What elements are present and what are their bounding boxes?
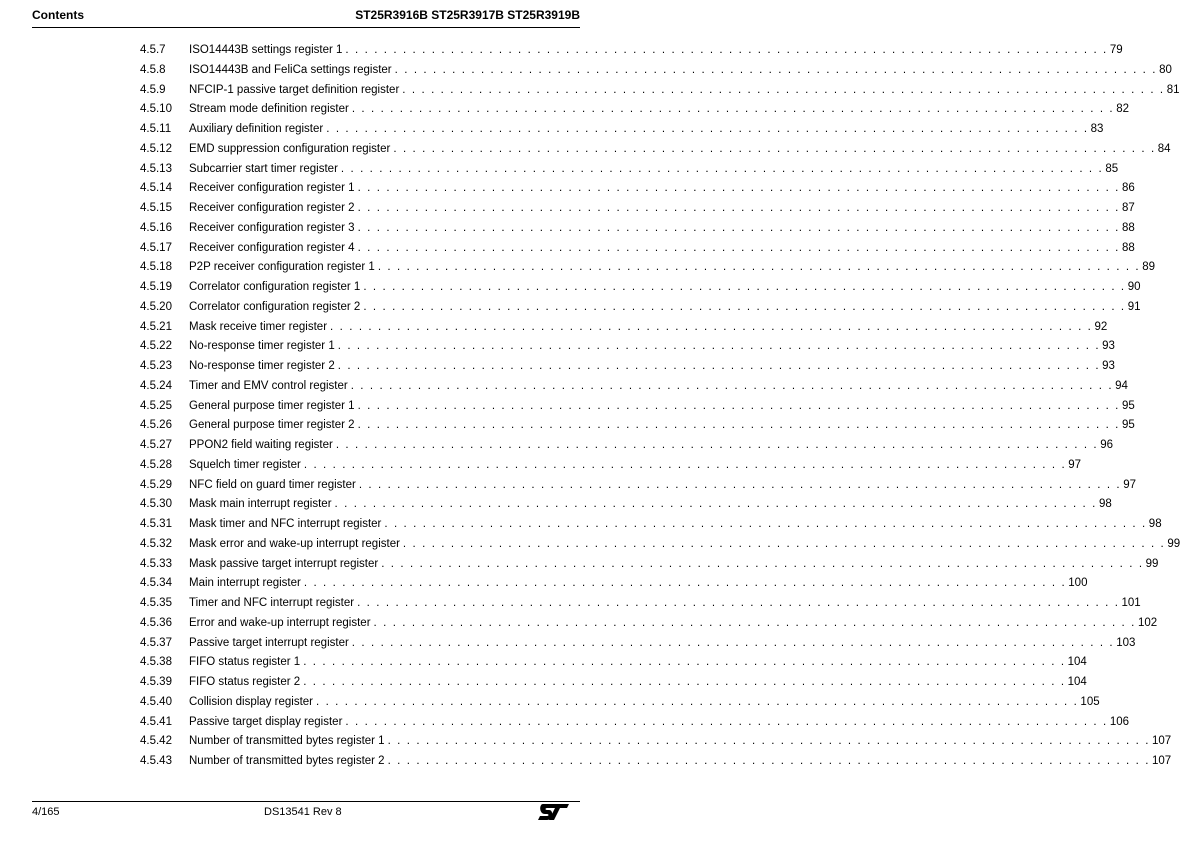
toc-entry-title[interactable]: PPON2 field waiting register (189, 439, 333, 451)
toc-entry-page[interactable]: 95 (1121, 399, 1135, 412)
toc-entry[interactable] (140, 556, 1159, 576)
toc-entry[interactable] (140, 299, 1141, 319)
toc-leader-dots: . . . . . . . . . . . . . . . . . . . . . . . . . . . . . . . . . . . . . . . . . . . . . . . . . . . . . . . . . . . . . . . . . . . . . . . . . . . . . . . . (351, 103, 1115, 116)
toc-entry-number: 4.5.15 (140, 202, 172, 214)
toc-entry-page[interactable]: 95 (1121, 419, 1135, 432)
toc-entry-title[interactable]: Subcarrier start timer register (189, 162, 338, 175)
toc-entry[interactable] (140, 398, 1135, 418)
toc-entry-body (189, 595, 1141, 611)
footer-divider (32, 801, 580, 802)
toc-entry-title[interactable]: Passive target display register (189, 715, 343, 728)
page-header (32, 8, 580, 24)
toc-entry-number: 4.5.40 (140, 695, 172, 708)
toc-entry[interactable] (140, 200, 1135, 220)
toc-entry[interactable] (140, 319, 1108, 339)
toc-entry-body (189, 477, 1137, 493)
toc-leader-dots: . . . . . . . . . . . . . . . . . . . . . . . . . . . . . . . . . . . . . . . . . . . . . . . . . . . . . . . . . . . . . . . . . . . . . . . . . . . . . . . . (303, 577, 1067, 590)
toc-entry-body (189, 279, 1141, 295)
toc-entry-number: 4.5.42 (140, 735, 172, 748)
toc-entry-number: 4.5.38 (140, 656, 172, 669)
toc-leader-dots: . . . . . . . . . . . . . . . . . . . . . . . . . . . . . . . . . . . . . . . . . . . . . . . . . . . . . . . . . . . . . . . . . . . . . . . . . . . . . . . . (340, 162, 1104, 175)
toc-entry-title[interactable]: Collision display register (189, 695, 313, 708)
toc-entry-number: 4.5.33 (140, 557, 172, 570)
toc-entry-page[interactable]: 103 (1116, 636, 1136, 649)
toc-leader-dots: . . . . . . . . . . . . . . . . . . . . . . . . . . . . . . . . . . . . . . . . . . . . . . . . . . . . . . . . . . . . . . . . . . . . . . . . . . . . . . . . (357, 419, 1120, 432)
toc-entry[interactable] (140, 279, 1141, 299)
toc-entry-title[interactable]: Main interrupt register (189, 577, 301, 590)
toc-entry-number: 4.5.17 (140, 241, 172, 254)
toc-entry-body (189, 259, 1156, 275)
toc-entry-page[interactable]: 102 (1137, 616, 1158, 629)
toc-entry-title[interactable]: No-response timer register 1 (189, 340, 335, 353)
toc-entry-title[interactable]: NFCIP-1 passive target definition register (189, 83, 400, 96)
toc-entry[interactable] (140, 674, 1087, 694)
toc-leader-dots: . . . . . . . . . . . . . . . . . . . . . . . . . . . . . . . . . . . . . . . . . . . . . . . . . . . . . . . . . . . . . . . . . . . . . . . . . . . . . . . . (393, 142, 1156, 155)
toc-entry-page[interactable]: 93 (1102, 360, 1115, 372)
toc-entry-title[interactable]: Correlator configuration register 1 (189, 281, 361, 293)
toc-entry-page[interactable]: 87 (1121, 202, 1135, 214)
toc-entry-page[interactable]: 105 (1080, 695, 1100, 708)
toc-leader-dots: . . . . . . . . . . . . . . . . . . . . . . . . . . . . . . . . . . . . . . . . . . . . . . . . . . . . . . . . . . . . . . . . . . . . . . . . . . . . . . . . (387, 755, 1151, 767)
toc-entry-page[interactable]: 107 (1152, 755, 1172, 767)
toc-entry-body (189, 536, 1180, 552)
toc-entry-number: 4.5.39 (140, 676, 172, 688)
toc-leader-dots: . . . . . . . . . . . . . . . . . . . . . . . . . . . . . . . . . . . . . . . . . . . . . . . . . . . . . . . . . . . . . . . . . . . . . . . . . . . . . . . . (357, 241, 1120, 254)
toc-entry-title[interactable]: Receiver configuration register 2 (189, 202, 355, 214)
toc-entry-page[interactable]: 106 (1109, 715, 1130, 728)
toc-entry-page[interactable]: 90 (1127, 281, 1141, 293)
toc-entry-body (189, 615, 1158, 631)
toc-entry-number: 4.5.21 (140, 320, 172, 333)
toc-entry-title[interactable]: Squelch timer register (189, 458, 301, 471)
toc-entry-title[interactable]: EMD suppression configuration register (189, 142, 391, 155)
toc-leader-dots: . . . . . . . . . . . . . . . . . . . . . . . . . . . . . . . . . . . . . . . . . . . . . . . . . . . . . . . . . . . . . . . . . . . . . . . . . . . . . . . . (377, 261, 1141, 274)
toc-entry-title[interactable]: Mask passive target interrupt register (189, 557, 379, 570)
toc-leader-dots: . . . . . . . . . . . . . . . . . . . . . . . . . . . . . . . . . . . . . . . . . . . . . . . . . . . . . . . . . . . . . . . . . . . . . . . . . . . . . . . . (373, 616, 1136, 629)
toc-entry-number: 4.5.36 (140, 616, 172, 629)
toc-entry-number: 4.5.27 (140, 439, 172, 451)
toc-entry-body (189, 654, 1087, 670)
header-divider (32, 27, 580, 28)
toc-entry[interactable] (140, 417, 1135, 437)
toc-entry[interactable] (140, 615, 1158, 635)
toc-entry[interactable] (140, 575, 1088, 595)
toc-entry[interactable] (140, 654, 1087, 674)
toc-entry-page[interactable]: 83 (1090, 123, 1104, 135)
toc-entry[interactable] (140, 694, 1100, 714)
toc-leader-dots: . . . . . . . . . . . . . . . . . . . . . . . . . . . . . . . . . . . . . . . . . . . . . . . . . . . . . . . . . . . . . . . . . . . . . . . . . . . . . . . . (345, 44, 1108, 56)
toc-entry-title[interactable]: NFC field on guard timer register (189, 478, 356, 491)
toc-entry-page[interactable]: 104 (1067, 656, 1087, 669)
toc-entry-title[interactable]: Correlator configuration register 2 (189, 300, 361, 313)
toc-entry-number: 4.5.13 (140, 162, 172, 175)
toc-entry-body (189, 82, 1180, 98)
toc-leader-dots: . . . . . . . . . . . . . . . . . . . . . . . . . . . . . . . . . . . . . . . . . . . . . . . . . . . . . . . . . . . . . . . . . . . . . . . . . . . . . . . . (357, 399, 1120, 412)
toc-entry-title[interactable]: Number of transmitted bytes register 1 (189, 735, 385, 748)
toc-entry-body (189, 556, 1159, 572)
toc-entry[interactable] (140, 714, 1130, 734)
toc-entry-body (189, 62, 1172, 78)
toc-entry-number: 4.5.37 (140, 636, 172, 649)
toc-entry-body (189, 575, 1088, 591)
toc-entry[interactable] (140, 733, 1172, 753)
toc-entry-page[interactable]: 82 (1116, 103, 1130, 116)
toc-leader-dots: . . . . . . . . . . . . . . . . . . . . . . . . . . . . . . . . . . . . . . . . . . . . . . . . . . . . . . . . . . . . . . . . . . . . . . . . . . . . . . . . (303, 458, 1067, 471)
toc-entry-number: 4.5.12 (140, 142, 172, 155)
toc-entry-number: 4.5.11 (140, 123, 172, 135)
toc-leader-dots: . . . . . . . . . . . . . . . . . . . . . . . . . . . . . . . . . . . . . . . . . . . . . . . . . . . . . . . . . . . . . . . . . . . . . . . . . . . . . . . . (351, 636, 1115, 649)
toc-entry-body (189, 220, 1135, 236)
toc-entry-page[interactable]: 107 (1152, 735, 1172, 748)
toc-entry-page[interactable]: 93 (1102, 340, 1115, 353)
toc-entry-page[interactable]: 98 (1148, 518, 1162, 530)
toc-entry-page[interactable]: 97 (1123, 478, 1137, 491)
toc-leader-dots: . . . . . . . . . . . . . . . . . . . . . . . . . . . . . . . . . . . . . . . . . . . . . . . . . . . . . . . . . . . . . . . . . . . . . . . . . . . . . . . . (363, 281, 1126, 293)
toc-entry-title[interactable]: Receiver configuration register 3 (189, 221, 355, 234)
toc-entry-body (189, 180, 1135, 196)
toc-entry[interactable] (140, 635, 1136, 655)
toc-entry-title[interactable]: FIFO status register 2 (189, 676, 301, 688)
toc-entry-body (189, 338, 1115, 354)
toc-entry-page[interactable]: 96 (1100, 439, 1114, 451)
toc-entry-body (189, 319, 1108, 335)
toc-entry-number: 4.5.28 (140, 458, 172, 471)
st-logo-icon (536, 802, 570, 822)
toc-entry-page[interactable]: 99 (1145, 557, 1159, 570)
section-title: Contents (32, 8, 84, 22)
toc-entry[interactable] (140, 42, 1123, 62)
toc-entry-page[interactable]: 99 (1167, 537, 1180, 550)
toc-entry-title[interactable]: General purpose timer register 2 (189, 419, 355, 432)
toc-entry-body (189, 240, 1135, 256)
toc-entry-number: 4.5.23 (140, 360, 172, 372)
toc-entry-number: 4.5.18 (140, 261, 172, 274)
toc-entry-body (189, 516, 1162, 532)
toc-entry-number: 4.5.20 (140, 300, 172, 313)
toc-entry-title[interactable]: Passive target interrupt register (189, 636, 349, 649)
toc-leader-dots: . . . . . . . . . . . . . . . . . . . . . . . . . . . . . . . . . . . . . . . . . . . . . . . . . . . . . . . . . . . . . . . . . . . . . . . . . . . . . . . . (316, 695, 1079, 708)
toc-entry-title[interactable]: Mask main interrupt register (189, 498, 332, 511)
toc-leader-dots: . . . . . . . . . . . . . . . . . . . . . . . . . . . . . . . . . . . . . . . . . . . . . . . . . . . . . . . . . . . . . . . . . . . . . . . . . . . . . . . . (345, 715, 1108, 728)
toc-entry[interactable] (140, 358, 1115, 378)
toc-entry-page[interactable]: 92 (1094, 320, 1108, 333)
toc-entry-number: 4.5.43 (140, 755, 172, 767)
toc-entry[interactable] (140, 338, 1115, 358)
toc-entry[interactable] (140, 378, 1128, 398)
toc-leader-dots: . . . . . . . . . . . . . . . . . . . . . . . . . . . . . . . . . . . . . . . . . . . . . . . . . . . . . . . . . . . . . . . . . . . . . . . . . . . . . . . . (337, 340, 1101, 353)
toc-entry-number: 4.5.29 (140, 478, 172, 491)
toc-entry-page[interactable]: 97 (1068, 458, 1082, 471)
toc-entry-number: 4.5.24 (140, 379, 172, 392)
toc-entry[interactable] (140, 220, 1135, 240)
toc-entry[interactable] (140, 121, 1104, 141)
toc-entry-number: 4.5.16 (140, 221, 172, 234)
toc-entry-page[interactable]: 81 (1166, 83, 1180, 96)
toc-entry-page[interactable]: 104 (1067, 676, 1087, 688)
toc-leader-dots: . . . . . . . . . . . . . . . . . . . . . . . . . . . . . . . . . . . . . . . . . . . . . . . . . . . . . . . . . . . . . . . . . . . . . . . . . . . . . . . . (334, 498, 1097, 511)
toc-entry-title[interactable]: Number of transmitted bytes register 2 (189, 755, 385, 767)
toc-entry[interactable] (140, 82, 1180, 102)
toc-entry-number: 4.5.22 (140, 340, 172, 353)
toc-entry-page[interactable]: 88 (1121, 241, 1135, 254)
toc-entry-body (189, 635, 1136, 651)
toc-entry-title[interactable]: Timer and NFC interrupt register (189, 597, 355, 609)
toc-entry-title[interactable]: FIFO status register 1 (189, 656, 301, 669)
toc-leader-dots: . . . . . . . . . . . . . . . . . . . . . . . . . . . . . . . . . . . . . . . . . . . . . . . . . . . . . . . . . . . . . . . . . . . . . . . . . . . . . . . . (358, 478, 1122, 491)
toc-entry-page[interactable]: 94 (1115, 379, 1128, 392)
toc-entry-number: 4.5.30 (140, 498, 172, 511)
toc-leader-dots: . . . . . . . . . . . . . . . . . . . . . . . . . . . . . . . . . . . . . . . . . . . . . . . . . . . . . . . . . . . . . . . . . . . . . . . . . . . . . . . . (387, 735, 1151, 748)
page-number: 4/165 (32, 806, 60, 818)
toc-entry[interactable] (140, 516, 1162, 536)
toc-entry-number: 4.5.35 (140, 597, 172, 609)
toc-leader-dots: . . . . . . . . . . . . . . . . . . . . . . . . . . . . . . . . . . . . . . . . . . . . . . . . . . . . . . . . . . . . . . . . . . . . . . . . . . . . . . . . (402, 537, 1166, 550)
toc-entry-body (189, 378, 1128, 394)
toc-entry-title[interactable]: ISO14443B and FeliCa settings register (189, 63, 392, 76)
toc-leader-dots: . . . . . . . . . . . . . . . . . . . . . . . . . . . . . . . . . . . . . . . . . . . . . . . . . . . . . . . . . . . . . . . . . . . . . . . . . . . . . . . . (303, 656, 1066, 669)
toc-entry[interactable] (140, 437, 1114, 457)
toc-entry-body (189, 358, 1115, 374)
toc-entry-number: 4.5.34 (140, 577, 172, 590)
toc-leader-dots: . . . . . . . . . . . . . . . . . . . . . . . . . . . . . . . . . . . . . . . . . . . . . . . . . . . . . . . . . . . . . . . . . . . . . . . . . . . . . . . . (384, 518, 1147, 530)
toc-entry-body (189, 417, 1135, 433)
toc-entry-page[interactable]: 85 (1105, 162, 1119, 175)
page-footer (32, 806, 580, 824)
product-names: ST25R3916B ST25R3917B ST25R3919B (355, 8, 580, 22)
toc-entry[interactable] (140, 536, 1180, 556)
toc-entry[interactable] (140, 180, 1135, 200)
toc-entry-page[interactable]: 100 (1068, 577, 1088, 590)
toc-entry[interactable] (140, 457, 1082, 477)
toc-entry-body (189, 733, 1172, 749)
toc-entry-number: 4.5.25 (140, 399, 172, 412)
toc-entry-page[interactable]: 88 (1121, 221, 1135, 234)
toc-leader-dots: . . . . . . . . . . . . . . . . . . . . . . . . . . . . . . . . . . . . . . . . . . . . . . . . . . . . . . . . . . . . . . . . . . . . . . . . . . . . . . . . (357, 597, 1120, 609)
toc-entry-page[interactable]: 91 (1127, 300, 1141, 313)
toc-entry[interactable] (140, 62, 1172, 82)
toc-entry-title[interactable]: Receiver configuration register 1 (189, 182, 355, 195)
toc-entry[interactable] (140, 240, 1135, 260)
toc-entry-title[interactable]: Mask receive timer register (189, 320, 328, 333)
toc-entry-body (189, 398, 1135, 414)
toc-leader-dots: . . . . . . . . . . . . . . . . . . . . . . . . . . . . . . . . . . . . . . . . . . . . . . . . . . . . . . . . . . . . . . . . . . . . . . . . . . . . . . . . (303, 676, 1066, 688)
toc-entry-title[interactable]: Timer and EMV control register (189, 379, 348, 392)
toc-entry-page[interactable]: 80 (1159, 63, 1172, 76)
toc-entry-body (189, 141, 1171, 157)
toc-leader-dots: . . . . . . . . . . . . . . . . . . . . . . . . . . . . . . . . . . . . . . . . . . . . . . . . . . . . . . . . . . . . . . . . . . . . . . . . . . . . . . . . (357, 202, 1120, 214)
toc-leader-dots: . . . . . . . . . . . . . . . . . . . . . . . . . . . . . . . . . . . . . . . . . . . . . . . . . . . . . . . . . . . . . . . . . . . . . . . . . . . . . . . . (357, 182, 1120, 195)
toc-entry-body (189, 437, 1114, 453)
toc-entry-title[interactable]: Receiver configuration register 4 (189, 241, 355, 254)
toc-entry-body (189, 496, 1112, 512)
toc-entry-page[interactable]: 79 (1109, 44, 1123, 56)
toc-entry-title[interactable]: Mask error and wake-up interrupt register (189, 537, 400, 550)
toc-entry-title[interactable]: General purpose timer register 1 (189, 399, 355, 412)
toc-entry-page[interactable]: 101 (1121, 597, 1141, 609)
toc-leader-dots: . . . . . . . . . . . . . . . . . . . . . . . . . . . . . . . . . . . . . . . . . . . . . . . . . . . . . . . . . . . . . . . . . . . . . . . . . . . . . . . . (330, 320, 1093, 333)
toc-leader-dots: . . . . . . . . . . . . . . . . . . . . . . . . . . . . . . . . . . . . . . . . . . . . . . . . . . . . . . . . . . . . . . . . . . . . . . . . . . . . . . . . (326, 123, 1089, 135)
toc-leader-dots: . . . . . . . . . . . . . . . . . . . . . . . . . . . . . . . . . . . . . . . . . . . . . . . . . . . . . . . . . . . . . . . . . . . . . . . . . . . . . . . . (357, 221, 1120, 234)
toc-leader-dots: . . . . . . . . . . . . . . . . . . . . . . . . . . . . . . . . . . . . . . . . . . . . . . . . . . . . . . . . . . . . . . . . . . . . . . . . . . . . . . . . (394, 63, 1158, 76)
toc-entry-number: 4.5.9 (140, 83, 166, 96)
toc-entry[interactable] (140, 161, 1119, 181)
toc-entry-title[interactable]: Error and wake-up interrupt register (189, 616, 371, 629)
toc-entry[interactable] (140, 101, 1130, 121)
toc-entry-body (189, 121, 1104, 137)
toc-leader-dots: . . . . . . . . . . . . . . . . . . . . . . . . . . . . . . . . . . . . . . . . . . . . . . . . . . . . . . . . . . . . . . . . . . . . . . . . . . . . . . . . (363, 300, 1126, 313)
toc-entry[interactable] (140, 259, 1156, 279)
toc-entry[interactable] (140, 141, 1171, 161)
toc-entry-title[interactable]: P2P receiver configuration register 1 (189, 261, 375, 274)
toc-entry-number: 4.5.31 (140, 518, 172, 530)
toc-leader-dots: . . . . . . . . . . . . . . . . . . . . . . . . . . . . . . . . . . . . . . . . . . . . . . . . . . . . . . . . . . . . . . . . . . . . . . . . . . . . . . . . (402, 83, 1165, 96)
toc-entry-body (189, 42, 1123, 58)
toc-entry-body (189, 457, 1082, 473)
toc-leader-dots: . . . . . . . . . . . . . . . . . . . . . . . . . . . . . . . . . . . . . . . . . . . . . . . . . . . . . . . . . . . . . . . . . . . . . . . . . . . . . . . . (381, 557, 1144, 570)
toc-entry-number: 4.5.26 (140, 419, 172, 432)
toc-entry-title[interactable]: Stream mode definition register (189, 103, 349, 116)
toc-entry-body (189, 200, 1135, 216)
toc-entry-number: 4.5.8 (140, 63, 166, 76)
toc-entry-page[interactable]: 84 (1157, 142, 1171, 155)
toc-entry-body (189, 161, 1119, 177)
toc-entry[interactable] (140, 753, 1172, 773)
toc-entry-number: 4.5.41 (140, 715, 172, 728)
toc-entry-page[interactable]: 86 (1121, 182, 1135, 195)
toc-entry-body (189, 674, 1087, 690)
toc-entry-number: 4.5.10 (140, 103, 172, 116)
toc-entry-number: 4.5.7 (140, 44, 166, 56)
toc-entry-number: 4.5.19 (140, 281, 172, 293)
toc-leader-dots: . . . . . . . . . . . . . . . . . . . . . . . . . . . . . . . . . . . . . . . . . . . . . . . . . . . . . . . . . . . . . . . . . . . . . . . . . . . . . . . . (337, 360, 1101, 372)
toc-entry-body (189, 101, 1130, 117)
toc-entry-body (189, 714, 1130, 730)
toc-entry[interactable] (140, 477, 1137, 497)
toc-entry-body (189, 299, 1141, 315)
toc-entry-number: 4.5.14 (140, 182, 172, 195)
toc-entry-title[interactable]: Mask timer and NFC interrupt register (189, 518, 382, 530)
toc-entry-title[interactable]: Auxiliary definition register (189, 123, 324, 135)
toc-entry-title[interactable]: No-response timer register 2 (189, 360, 335, 372)
document-id: DS13541 Rev 8 (264, 806, 342, 818)
toc-entry-page[interactable]: 98 (1098, 498, 1112, 511)
toc-entry-body (189, 694, 1100, 710)
toc-leader-dots: . . . . . . . . . . . . . . . . . . . . . . . . . . . . . . . . . . . . . . . . . . . . . . . . . . . . . . . . . . . . . . . . . . . . . . . . . . . . . . . . (350, 379, 1114, 392)
toc-entry-body (189, 753, 1172, 769)
toc-entry-title[interactable]: ISO14443B settings register 1 (189, 44, 343, 56)
table-of-contents (140, 42, 1180, 773)
toc-entry-page[interactable]: 89 (1142, 261, 1156, 274)
toc-entry-number: 4.5.32 (140, 537, 172, 550)
toc-entry[interactable] (140, 595, 1141, 615)
toc-leader-dots: . . . . . . . . . . . . . . . . . . . . . . . . . . . . . . . . . . . . . . . . . . . . . . . . . . . . . . . . . . . . . . . . . . . . . . . . . . . . . . . . (335, 439, 1099, 451)
toc-entry[interactable] (140, 496, 1112, 516)
